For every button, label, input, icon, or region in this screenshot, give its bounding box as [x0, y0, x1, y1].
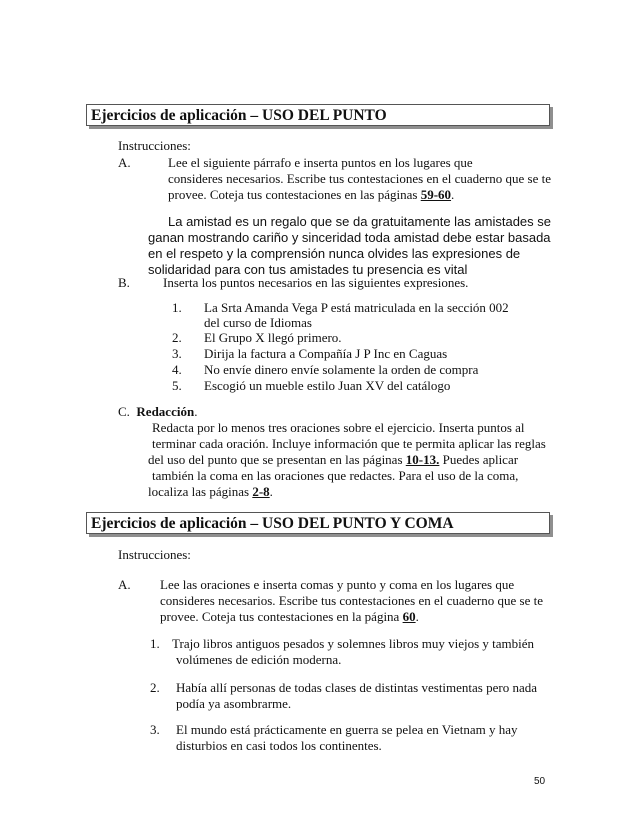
list-number: 3.	[150, 722, 160, 737]
item-marker-a: A.	[118, 155, 131, 170]
instruction-text: provee. Coteja tus contestaciones en las páginas	[168, 187, 421, 202]
page-reference: 10-13.	[405, 452, 440, 467]
list-item: del curso de Idiomas	[204, 315, 312, 330]
list-item: El mundo está prácticamente en guerra se pelea en Vietnam y hay	[176, 722, 518, 737]
instruction-line: Lee las oraciones e inserta comas y punto y coma en los lugares que	[160, 577, 515, 592]
list-number: 1.	[150, 636, 160, 651]
page-number: 50	[534, 776, 546, 787]
instructions-label: Instrucciones:	[118, 547, 191, 562]
exercise-paragraph-line: solidaridad para con tus amistades tu presencia es vital	[148, 262, 468, 277]
list-item: disturbios en casi todos los continentes.	[176, 738, 382, 753]
exercise-paragraph-line: ganan mostrando cariño y sinceridad toda amistad debe estar basada	[148, 230, 551, 245]
instruction-line: consideres necesarios. Escribe tus contestaciones en el cuaderno que se te	[168, 171, 551, 186]
list-item: Dirija la factura a Compañía J P Inc en Caguas	[204, 346, 448, 361]
instruction-line: también la coma en las oraciones que redactes. Para el uso de la coma,	[152, 468, 519, 483]
list-number: 2.	[172, 330, 182, 345]
instruction-line: Redacta por lo menos tres oraciones sobre el ejercicio. Inserta puntos al	[152, 420, 525, 435]
list-item: Escogió un mueble estilo Juan XV del catálogo	[204, 378, 451, 393]
list-number: 3.	[172, 346, 182, 361]
page-reference: 59-60	[420, 187, 452, 202]
list-number: 4.	[172, 362, 182, 377]
list-number: 5.	[172, 378, 182, 393]
list-item: Había allí personas de todas clases de distintas vestimentas pero nada	[176, 680, 538, 695]
list-item: No envíe dinero envíe solamente la orden de compra	[204, 362, 479, 377]
exercise-paragraph-line: La amistad es un regalo que se da gratuitamente las amistades se	[168, 214, 552, 229]
section-title: Ejercicios de aplicación – USO DEL PUNTO Y COMA	[91, 515, 454, 532]
list-item: Trajo libros antiguos pesados y solemnes libros muy viejos y también	[172, 636, 535, 651]
list-item: volúmenes de edición moderna.	[176, 652, 342, 667]
section-title: Ejercicios de aplicación – USO DEL PUNTO	[91, 107, 387, 124]
list-item: El Grupo X llegó primero.	[204, 330, 342, 345]
page-reference: 2-8	[252, 484, 270, 499]
instruction-line: del uso del punto que se presentan en las páginas 10-13. Puedes aplicar	[148, 452, 519, 467]
item-marker-c: C. Redacción.	[118, 404, 198, 419]
instruction-line: provee. Coteja tus contestaciones en la página 60.	[160, 609, 419, 624]
list-number: 2.	[150, 680, 160, 695]
instruction-line: Lee el siguiente párrafo e inserta puntos en los lugares que	[168, 155, 473, 170]
instruction-line: localiza las páginas 2-8.	[148, 484, 273, 499]
punctuation: .	[451, 187, 455, 202]
list-item: La Srta Amanda Vega P está matriculada en la sección 002	[204, 300, 509, 315]
item-marker-b: B.	[118, 275, 130, 290]
instruction-line	[168, 187, 454, 203]
list-item: podía ya asombrarme.	[176, 696, 292, 711]
instruction-line: Inserta los puntos necesarios en las siguientes expresiones.	[163, 275, 469, 290]
instructions-label: Instrucciones:	[118, 138, 191, 153]
section-uso-del-punto-header	[86, 104, 550, 126]
exercise-paragraph-line: en el respeto y la comprensión nunca olvides las expresiones de	[148, 246, 521, 261]
list-number: 1.	[172, 300, 182, 315]
page-reference: 60	[402, 609, 416, 624]
item-marker-a: A.	[118, 577, 131, 592]
instruction-line: terminar cada oración. Incluye información que te permita aplicar las reglas	[152, 436, 546, 451]
instruction-line: consideres necesarios. Escribe tus contestaciones en el cuaderno que se te	[160, 593, 543, 608]
section-punto-y-coma-header	[86, 512, 550, 534]
c-title: Redacción	[136, 404, 195, 419]
